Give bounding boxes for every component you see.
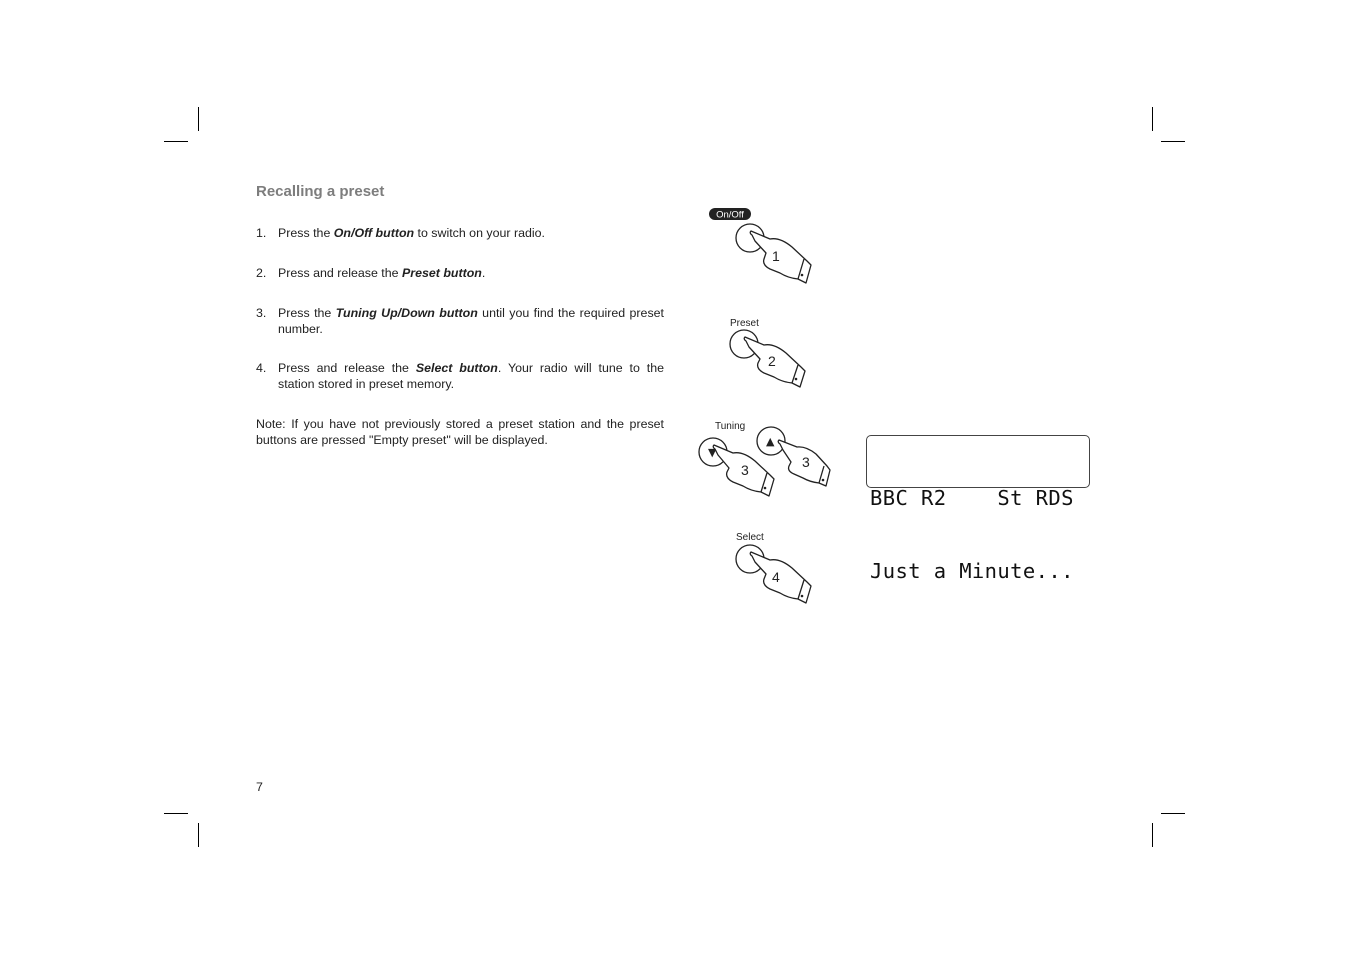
crop-mark-bottom-left-h xyxy=(164,813,188,814)
preset-illustration xyxy=(700,313,830,393)
preset-label: Preset xyxy=(730,318,759,329)
hand-step-number: 2 xyxy=(768,353,776,369)
select-illustration xyxy=(700,527,830,612)
tuning-label: Tuning xyxy=(715,421,746,432)
step-text: to switch on your radio. xyxy=(414,226,545,240)
lcd-line-2: Just a Minute... xyxy=(870,559,1074,583)
onoff-illustration xyxy=(700,203,830,293)
arrow-up-icon: ▲ xyxy=(766,435,775,448)
section-heading: Recalling a preset xyxy=(256,183,385,200)
hand-step-number: 3 xyxy=(741,462,749,478)
hand-step-number: 3 xyxy=(802,454,810,470)
crop-mark-bottom-right-v xyxy=(1152,823,1153,847)
step-text: Press and release the xyxy=(278,361,416,375)
step-3 xyxy=(256,305,664,337)
step-text: Press and release the xyxy=(278,266,402,280)
step-button-name: Preset button xyxy=(401,266,482,280)
step-1 xyxy=(256,225,664,241)
crop-mark-top-right-v xyxy=(1152,107,1153,131)
hand-step-number: 4 xyxy=(772,569,780,585)
lcd-line-1: BBC R2 St RDS xyxy=(870,486,1074,510)
step-button-name: Select button xyxy=(415,361,498,375)
step-4 xyxy=(256,360,664,392)
step-button-name: Tuning Up/Down button xyxy=(335,306,478,320)
arrow-down-icon: ▼ xyxy=(708,446,717,459)
note-text: Note: If you have not previously stored a preset station and the preset buttons are pressed "Empty preset" will be displayed. xyxy=(256,417,664,447)
hand-step-number: 1 xyxy=(772,248,780,264)
step-number: 2. xyxy=(256,266,267,280)
step-text: . xyxy=(481,266,486,280)
radio-lcd-display xyxy=(866,435,1090,583)
step-text: until you find the required preset number. xyxy=(278,306,664,336)
crop-mark-bottom-left-v xyxy=(198,823,199,847)
select-label: Select xyxy=(736,532,764,543)
step-text: Press the xyxy=(278,306,336,320)
crop-mark-top-left-h xyxy=(164,141,188,142)
crop-mark-top-right-h xyxy=(1161,141,1185,142)
crop-mark-top-left-v xyxy=(198,107,199,131)
page-number: 7 xyxy=(256,780,263,794)
step-2 xyxy=(256,265,664,281)
crop-mark-bottom-right-h xyxy=(1161,813,1185,814)
step-number: 1. xyxy=(256,226,267,240)
step-text: . Your radio will tune to the station stored in preset memory. xyxy=(278,361,664,391)
step-text: Press the xyxy=(278,226,334,240)
onoff-label: On/Off xyxy=(716,209,744,221)
tuning-illustration xyxy=(695,416,845,506)
step-number: 4. xyxy=(256,361,267,375)
step-number: 3. xyxy=(256,306,267,320)
step-button-name: On/Off button xyxy=(333,226,415,240)
